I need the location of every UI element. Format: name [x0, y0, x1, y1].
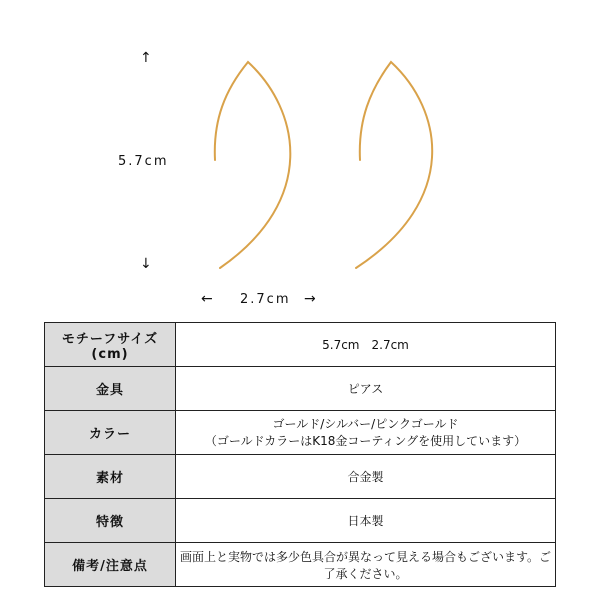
row-label-features: 特徴: [45, 499, 176, 543]
row-value-motif-size: 5.7cm 2.7cm: [176, 323, 556, 367]
height-label: 5.7cm: [118, 154, 169, 169]
row-label-motif-size: モチーフサイズ(cm): [45, 323, 176, 367]
row-value-material: 合金製: [176, 455, 556, 499]
row-value-fitting: ピアス: [176, 367, 556, 411]
height-arrow-up-icon: ↑: [140, 50, 152, 66]
table-row: [45, 455, 556, 499]
row-value-features: 日本製: [176, 499, 556, 543]
table-row: [45, 323, 556, 367]
row-label-material: 素材: [45, 455, 176, 499]
width-arrow-left-icon: ←: [201, 291, 213, 307]
table-row: [45, 367, 556, 411]
right-earring: [356, 62, 432, 268]
row-label-color: カラー: [45, 411, 176, 455]
row-label-fitting: 金具: [45, 367, 176, 411]
row-label-notes: 備考/注意点: [45, 543, 176, 587]
color-options: ゴールド/シルバー/ピンクゴールド: [272, 416, 459, 431]
table-row: [45, 543, 556, 587]
row-value-color: [176, 411, 556, 455]
width-arrow-right-icon: →: [304, 291, 316, 307]
table-row: [45, 411, 556, 455]
height-arrow-down-icon: ↓: [140, 256, 152, 272]
table-row: [45, 499, 556, 543]
left-earring: [215, 62, 291, 268]
row-value-notes: 画面上と実物では多少色具合が異なって見える場合もございます。ご了承ください。: [176, 543, 556, 587]
spec-table: [44, 322, 556, 587]
color-note: （ゴールドカラーはK18金コーティングを使用しています）: [204, 433, 527, 448]
width-label: 2.7cm: [240, 292, 291, 307]
